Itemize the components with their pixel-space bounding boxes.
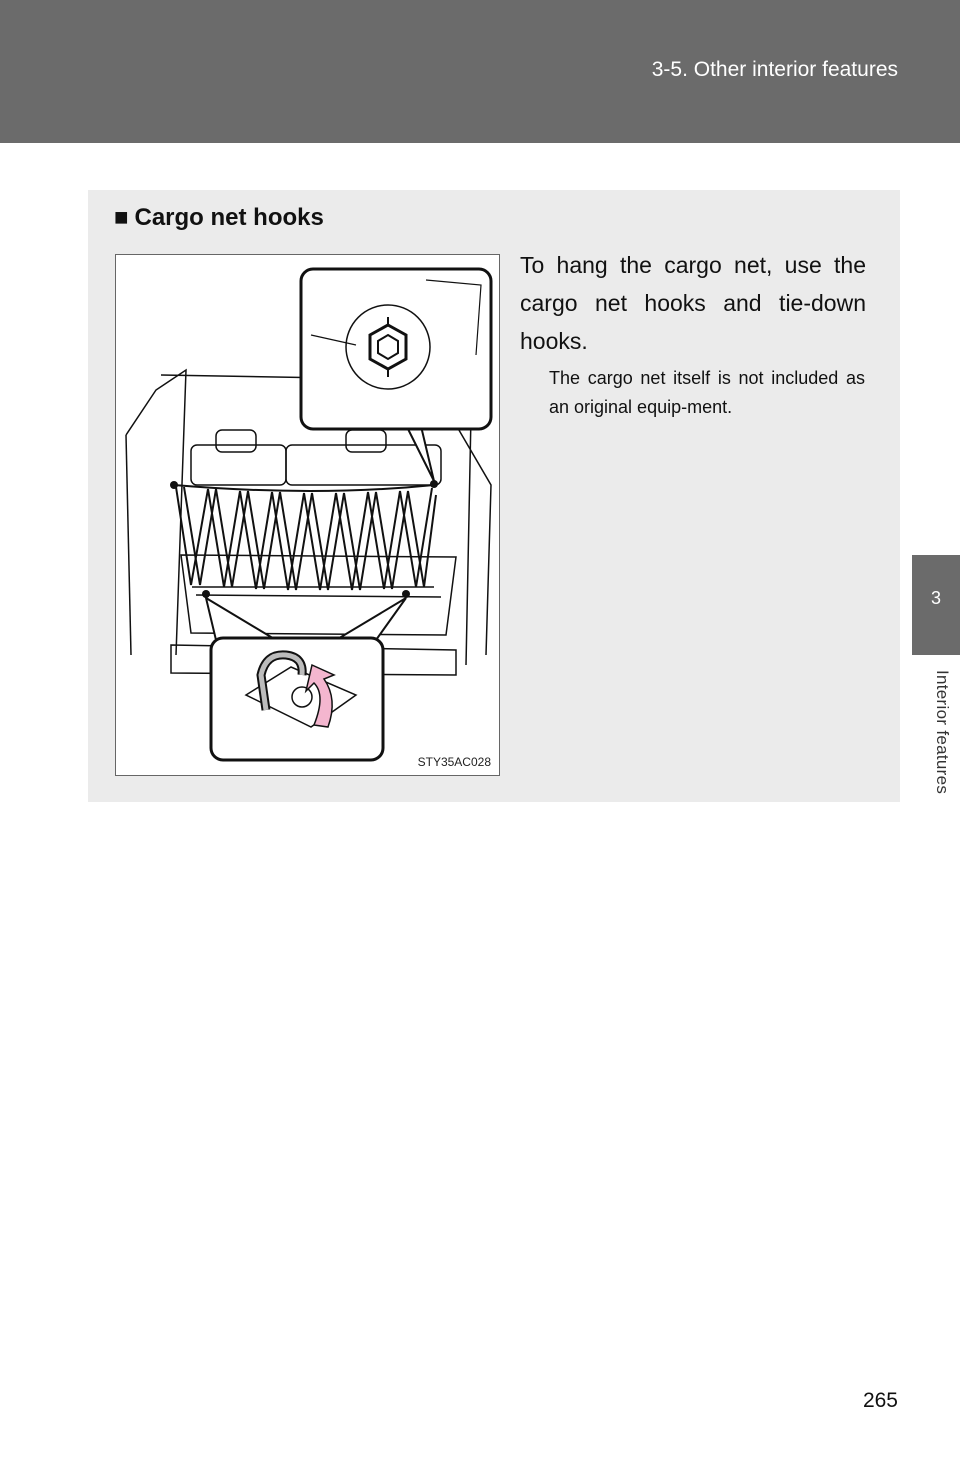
- cargo-net-hook-right: [430, 480, 438, 488]
- page-number: 265: [862, 1389, 898, 1412]
- section-title: [114, 204, 324, 232]
- liftgate-left-outline: [126, 370, 186, 655]
- tie-down-hook-callout: [206, 598, 406, 760]
- note-text: The cargo net itself is not included as an original equip-ment.: [549, 368, 865, 417]
- cargo-area-drawing: [116, 255, 499, 775]
- illustration-code: STY35AC028: [417, 755, 491, 769]
- rear-seat-left: [191, 445, 286, 485]
- tie-down-hook-left: [202, 590, 210, 598]
- cargo-net-illustration: [115, 254, 500, 776]
- cargo-net-hook-callout: [301, 269, 491, 481]
- instruction-text: To hang the cargo net, use the cargo net hooks and tie-down hooks.: [520, 252, 866, 354]
- page-header: [0, 0, 960, 143]
- net-top-cord: [174, 485, 434, 491]
- bullet-square-icon: ■: [114, 204, 129, 231]
- section-title-text: Cargo net hooks: [134, 204, 324, 231]
- chapter-name: Interior features: [933, 670, 952, 795]
- rear-seat-right: [286, 445, 441, 485]
- chapter-number: 3: [930, 588, 941, 608]
- section-heading: 3-5. Other interior features: [651, 58, 898, 81]
- cargo-net-hook-left: [170, 481, 178, 489]
- cargo-net: [176, 487, 436, 590]
- tie-down-hook-right: [402, 590, 410, 598]
